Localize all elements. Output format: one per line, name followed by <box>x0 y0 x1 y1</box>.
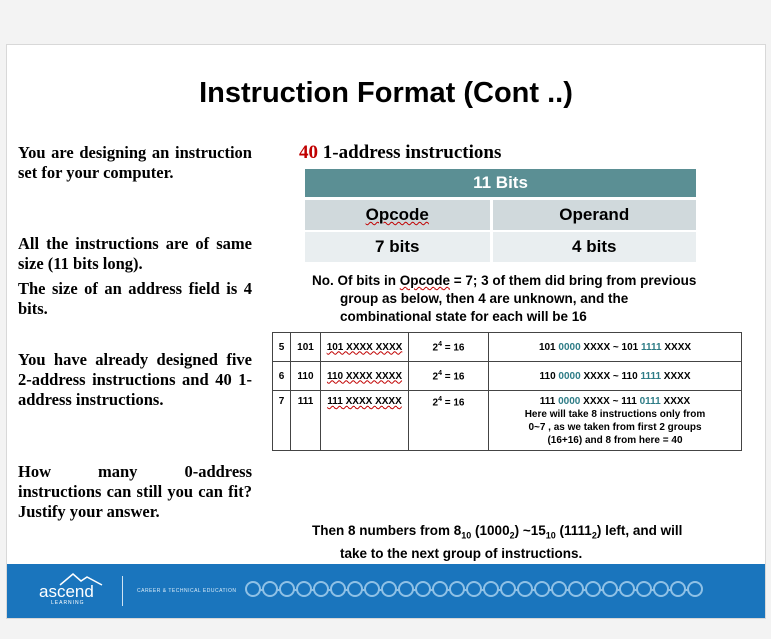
operand-bits: 4 bits <box>491 231 696 262</box>
subscript: 10 <box>545 530 556 541</box>
range-low: 0000 <box>558 396 581 407</box>
logo-text: ascend <box>39 582 94 601</box>
slide <box>6 44 766 619</box>
conclusion-text: (1111 <box>555 523 592 538</box>
table-row <box>273 362 742 391</box>
count-value: = 16 <box>441 342 465 354</box>
range-part: XXXX <box>660 396 691 407</box>
group-range <box>489 391 742 451</box>
range-part: XXXX <box>661 370 691 382</box>
range-note: (16+16) and 8 from here = 40 <box>547 435 683 446</box>
conclusion-text: ) left, and will <box>596 523 683 538</box>
opcode-label-text: Opcode <box>365 205 429 224</box>
count-base: 2 <box>432 371 439 383</box>
range-part: 111 <box>539 396 559 407</box>
range-part: XXXX ~ 110 <box>580 370 641 382</box>
group-pattern <box>321 333 409 362</box>
range-part: 110 <box>539 370 559 382</box>
group-count <box>409 362 489 391</box>
group-bits: 111 <box>291 391 321 451</box>
pattern-text: 110 XXXX XXXX <box>326 370 403 382</box>
explanation-note <box>312 272 742 326</box>
group-count <box>409 391 489 451</box>
note-text: = 7; 3 of them did bring from previous <box>450 273 697 288</box>
group-pattern <box>321 362 409 391</box>
count-base: 2 <box>432 342 439 354</box>
logo-subtext: LEARNING <box>51 600 85 606</box>
conclusion-text: ) ~15 <box>514 523 546 538</box>
paragraph-same-size: All the instructions are of same size (11 bits long). <box>18 234 252 273</box>
group-table <box>272 332 742 451</box>
paragraph-already-designed: You have already designed five 2-address instructions and 40 1-address instructions. <box>18 350 252 409</box>
conclusion-line-2: take to the next group of instructions. <box>340 545 583 561</box>
conclusion-note <box>312 522 752 563</box>
pattern-text: 111 XXXX XXXX <box>327 396 402 407</box>
group-number: 5 <box>273 333 291 362</box>
range-part: XXXX ~ 111 <box>580 396 640 407</box>
count-exp: 4 <box>438 396 442 403</box>
count-base: 2 <box>432 397 439 409</box>
decorative-rings <box>245 581 704 602</box>
format-header: 11 Bits <box>305 169 696 199</box>
range-part: XXXX ~ 101 <box>580 341 641 353</box>
pattern-text: 101 XXXX XXXX <box>326 341 403 353</box>
opcode-bits: 7 bits <box>305 231 491 262</box>
format-table <box>305 169 696 262</box>
section-heading <box>299 142 501 164</box>
range-part: XXXX <box>661 341 692 353</box>
paragraph-question: How many 0-address instructions can still you can fit? Justify your answer. <box>18 462 252 521</box>
range-low: 0000 <box>558 341 581 353</box>
range-high: 1111 <box>640 341 662 353</box>
ring-icon <box>687 581 703 597</box>
operand-label: Operand <box>491 199 696 232</box>
group-number: 6 <box>273 362 291 391</box>
count-value: = 16 <box>441 397 465 409</box>
note-line-1 <box>312 272 742 290</box>
range-high: 0111 <box>639 396 661 407</box>
group-count <box>409 333 489 362</box>
note-line-3: combinational state for each will be 16 <box>340 309 587 324</box>
range-note: 0~7 , as we taken from first 2 groups <box>528 422 702 433</box>
footer-bar <box>7 564 765 618</box>
group-bits: 101 <box>291 333 321 362</box>
group-range <box>489 362 742 391</box>
footer-tagline: CAREER & TECHNICAL EDUCATION <box>137 588 237 594</box>
heading-text: 1-address instructions <box>318 142 502 163</box>
subscript: 10 <box>461 530 472 541</box>
paragraph-designing: You are designing an instruction set for your computer. <box>18 143 252 182</box>
subscript: 2 <box>509 530 515 541</box>
table-row <box>273 391 742 451</box>
count-exp: 4 <box>438 340 442 348</box>
range-note: Here will take 8 instructions only from <box>524 409 706 420</box>
note-text: No. Of bits in <box>312 273 400 288</box>
group-pattern <box>321 391 409 451</box>
footer-divider <box>122 576 123 606</box>
conclusion-line-1 <box>312 522 752 545</box>
group-range <box>489 333 742 362</box>
range-line <box>491 395 739 408</box>
table-row <box>273 333 742 362</box>
paragraph-address-field: The size of an address field is 4 bits. <box>18 279 252 318</box>
group-bits: 110 <box>291 362 321 391</box>
count-value: = 16 <box>441 371 465 383</box>
note-opcode: Opcode <box>399 273 451 288</box>
count-exp: 4 <box>438 369 442 377</box>
range-high: 1111 <box>640 370 662 382</box>
range-part: 101 <box>538 341 559 353</box>
group-number: 7 <box>273 391 291 451</box>
note-line-2: group as below, then 4 are unknown, and the <box>340 291 629 306</box>
heading-number: 40 <box>299 142 318 163</box>
subscript: 2 <box>591 530 597 541</box>
range-low: 0000 <box>558 370 581 382</box>
slide-title: Instruction Format (Cont ..) <box>199 77 573 109</box>
opcode-label <box>305 199 491 232</box>
ascend-logo <box>39 582 94 606</box>
conclusion-text: (1000 <box>471 523 510 538</box>
conclusion-text: Then 8 numbers from 8 <box>312 523 462 538</box>
